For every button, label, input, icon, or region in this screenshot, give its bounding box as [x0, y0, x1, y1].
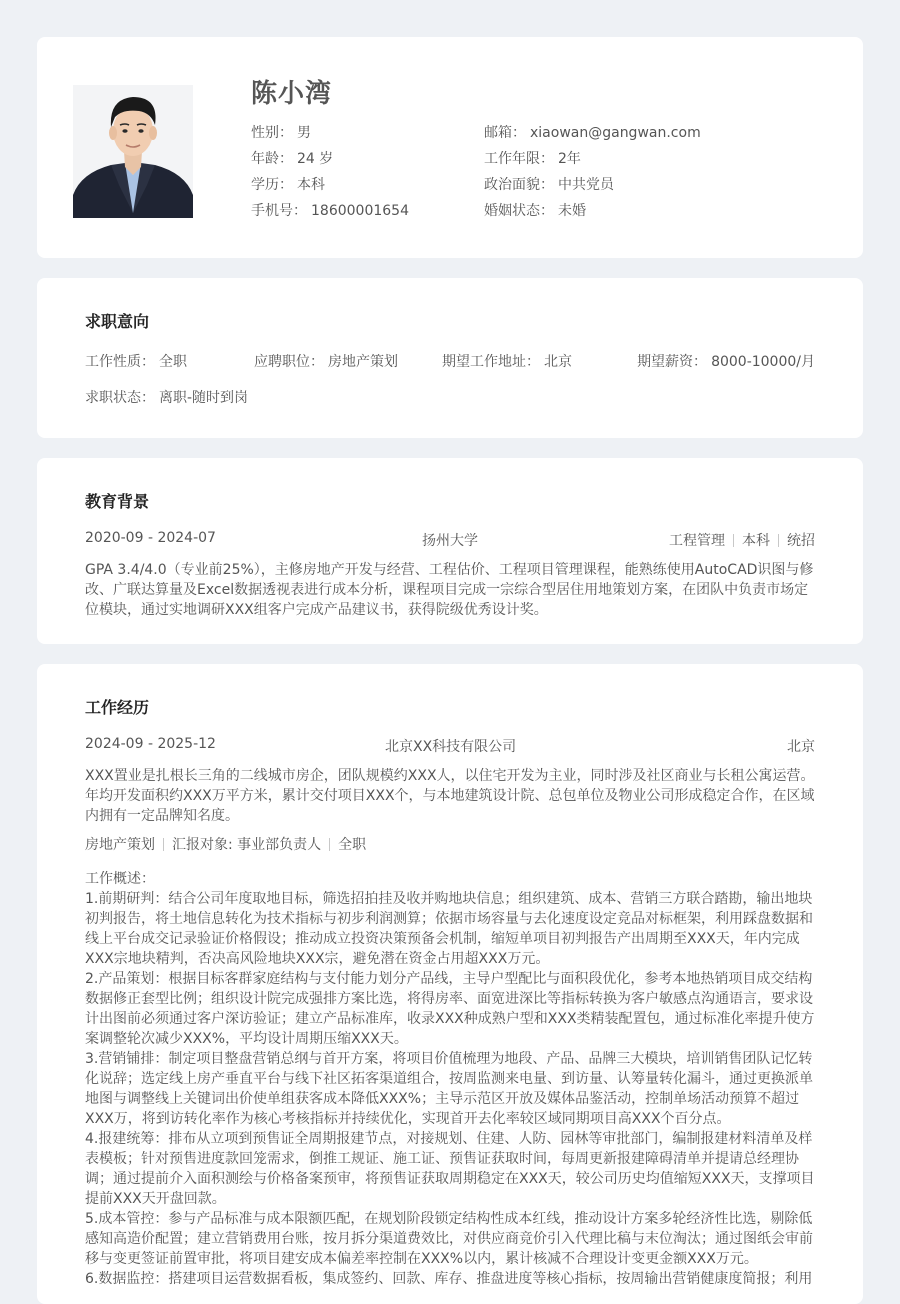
- field-gender: 性别： 男: [251, 125, 311, 141]
- overview-line: 感知高造价配置；建立营销费用台账，按月拆分渠道费效比，对供应商竞价引入代理比稿与末位淘汰；通过图纸会审前: [85, 1231, 813, 1247]
- intent-salary: 期望薪资： 8000-10000/月: [637, 354, 815, 370]
- overview-line: 数据修正套型比例；组织设计院完成强排方案比选，将得房率、面宽进深比等指标转换为客户敏感点沟通语言，要求设: [85, 991, 813, 1007]
- intent-status: 求职状态： 离职-随时到岗: [85, 390, 249, 406]
- field-phone: 手机号： 18600001654: [251, 203, 409, 219]
- field-age: 年龄： 24 岁: [251, 151, 334, 167]
- avatar-photo: [73, 85, 193, 218]
- overview-line: 计出图前必须通过客户深访验证；建立产品标准库，收录XXX种成熟户型和XXX类精装配置包，通过标准化率提升使方: [85, 1011, 815, 1027]
- field-work-years: 工作年限： 2年: [484, 151, 581, 167]
- divider: [733, 534, 734, 547]
- intent-job-type: 工作性质： 全职: [85, 354, 187, 370]
- divider: [778, 534, 779, 547]
- overview-line: 表模板；针对预售进度款回笼需求，倒推工规证、施工证、预售证获取时间，每周更新报建障碍清单并提请总经理协: [85, 1151, 799, 1167]
- overview-line: 线上平台成交记录验证价格假设；推动成立投资决策预备会机制，缩短单项目初判报告产出周期至XXX天，年内完成: [85, 931, 800, 947]
- education-description: [85, 560, 817, 620]
- overview-line: 1.前期研判：结合公司年度取地目标，筛选招拍挂及收并购地块信息；组织建筑、成本、营销三方联合踏勘，输出地块: [85, 891, 813, 907]
- overview-line: 2.产品策划：根据目标客群家庭结构与支付能力划分产品线，主导户型配比与面积段优化，参考本地热销项目成交结构: [85, 971, 813, 987]
- work-role: 房地产策划: [85, 837, 155, 853]
- education-school: 扬州大学: [422, 533, 478, 549]
- overview-line: 提前XXX天开盘回款。: [85, 1191, 226, 1207]
- education-line: 位模块，通过实地调研XXX组客户完成产品建议书，获得院级优秀设计奖。: [85, 602, 548, 618]
- candidate-name: 陈小湾: [251, 79, 333, 109]
- work-city: 北京: [787, 739, 815, 755]
- intro-line: XXX置业是扎根长三角的二线城市房企，团队规模约XXX人，以住宅开发为主业，同时涉及社区商业与长租公寓运营。: [85, 768, 815, 784]
- section-title-work: 工作经历: [85, 698, 150, 717]
- education-line: 改、广联达算量及Excel数据透视表进行成本分析，课程项目完成一宗综合型居住用地策划方案，在团队中负责市场定: [85, 582, 809, 598]
- job-intent-card: [37, 278, 863, 438]
- intro-line: 年均开发面积约XXX万平方米，累计交付项目XXX个，与本地建筑设计院、总包单位及物业公司形成稳定合作，在区域: [85, 788, 815, 804]
- profile-card: [37, 37, 863, 258]
- education-degree: 本科: [742, 533, 770, 549]
- overview-line: 化说辞；选定线上房产垂直平台与线下社区拓客渠道组合，按周监测来电量、到访量、认筹量转化漏斗，通过更换派单: [85, 1071, 813, 1087]
- education-line: GPA 3.4/4.0（专业前25%），主修房地产开发与经营、工程估价、工程项目管理课程，能熟练使用AutoCAD识图与修: [85, 562, 814, 578]
- work-type: 全职: [338, 837, 367, 853]
- overview-line: XXX宗地块精判，否决高风险地块XXX宗，避免潜在资金占用超XXX万元。: [85, 951, 550, 967]
- work-period: 2024-09 - 2025-12: [85, 736, 216, 752]
- field-political-status: 政治面貌： 中共党员: [484, 177, 614, 193]
- work-experience-card: [37, 664, 863, 1304]
- field-email: 邮箱： xiaowan@gangwan.com: [484, 125, 701, 141]
- overview-line: 工作概述：: [85, 871, 155, 887]
- intro-line: 内拥有一定品牌知名度。: [85, 808, 239, 824]
- overview-line: 5.成本管控：参与产品标准与成本限额匹配，在规划阶段锁定结构性成本红线，推动设计方案多轮经济性比选，剔除低: [85, 1211, 813, 1227]
- work-overview: [85, 869, 817, 1289]
- overview-line: 6.数据监控：搭建项目运营数据看板，集成签约、回款、库存、推盘进度等核心指标，按周输出营销健康度简报；利用: [85, 1271, 813, 1287]
- work-report-to: 汇报对象: 事业部负责人: [172, 837, 322, 853]
- intent-position: 应聘职位： 房地产策划: [254, 354, 398, 370]
- overview-line: 案调整轮次减少XXX%，平均设计周期压缩XXX天。: [85, 1031, 408, 1047]
- divider: [163, 838, 164, 851]
- overview-line: 地图与调整线上关键词出价使单组获客成本降低XXX%；主导示范区开放及媒体品鉴活动，控制单场活动预算不超过: [85, 1091, 800, 1107]
- section-title-education: 教育背景: [85, 492, 150, 511]
- work-tags: [85, 834, 366, 854]
- avatar-illustration: [73, 85, 193, 218]
- section-title-job-intent: 求职意向: [85, 312, 150, 331]
- overview-line: 初判报告，将土地信息转化为技术指标与初步利润测算；依据市场容量与去化速度设定竞品对标框架，利用踩盘数据和: [85, 911, 813, 927]
- overview-line: XXX万，将到访转化率作为核心考核指标并持续优化，实现首开去化率较区域同期项目高XXX个百分点。: [85, 1111, 731, 1127]
- field-marital-status: 婚姻状态： 未婚: [484, 203, 586, 219]
- overview-line: 4.报建统筹：排布从立项到预售证全周期报建节点，对接规划、住建、人防、园林等审批部门，编制报建材料清单及样: [85, 1131, 813, 1147]
- overview-line: 调；通过提前介入面积测绘与价格备案预审，将预售证获取周期稳定在XXX天，较公司历史均值缩短XXX天，支撑项目: [85, 1171, 815, 1187]
- education-major: 工程管理: [669, 533, 725, 549]
- education-card: [37, 458, 863, 644]
- company-intro: [85, 766, 817, 826]
- overview-line: 移与变更签证前置审批，将项目建安成本偏差率控制在XXX%以内，累计核减不合理设计变更金额XXX万元。: [85, 1251, 758, 1267]
- education-period: 2020-09 - 2024-07: [85, 530, 216, 546]
- divider: [329, 838, 330, 851]
- education-admission: 统招: [787, 533, 815, 549]
- field-education: 学历： 本科: [251, 177, 325, 193]
- overview-line: 3.营销铺排：制定项目整盘营销总纲与首开方案，将项目价值梳理为地段、产品、品牌三大模块，培训销售团队记忆转: [85, 1051, 813, 1067]
- intent-location: 期望工作地址： 北京: [442, 354, 572, 370]
- work-company: 北京XX科技有限公司: [385, 739, 517, 755]
- education-tags: [669, 530, 815, 550]
